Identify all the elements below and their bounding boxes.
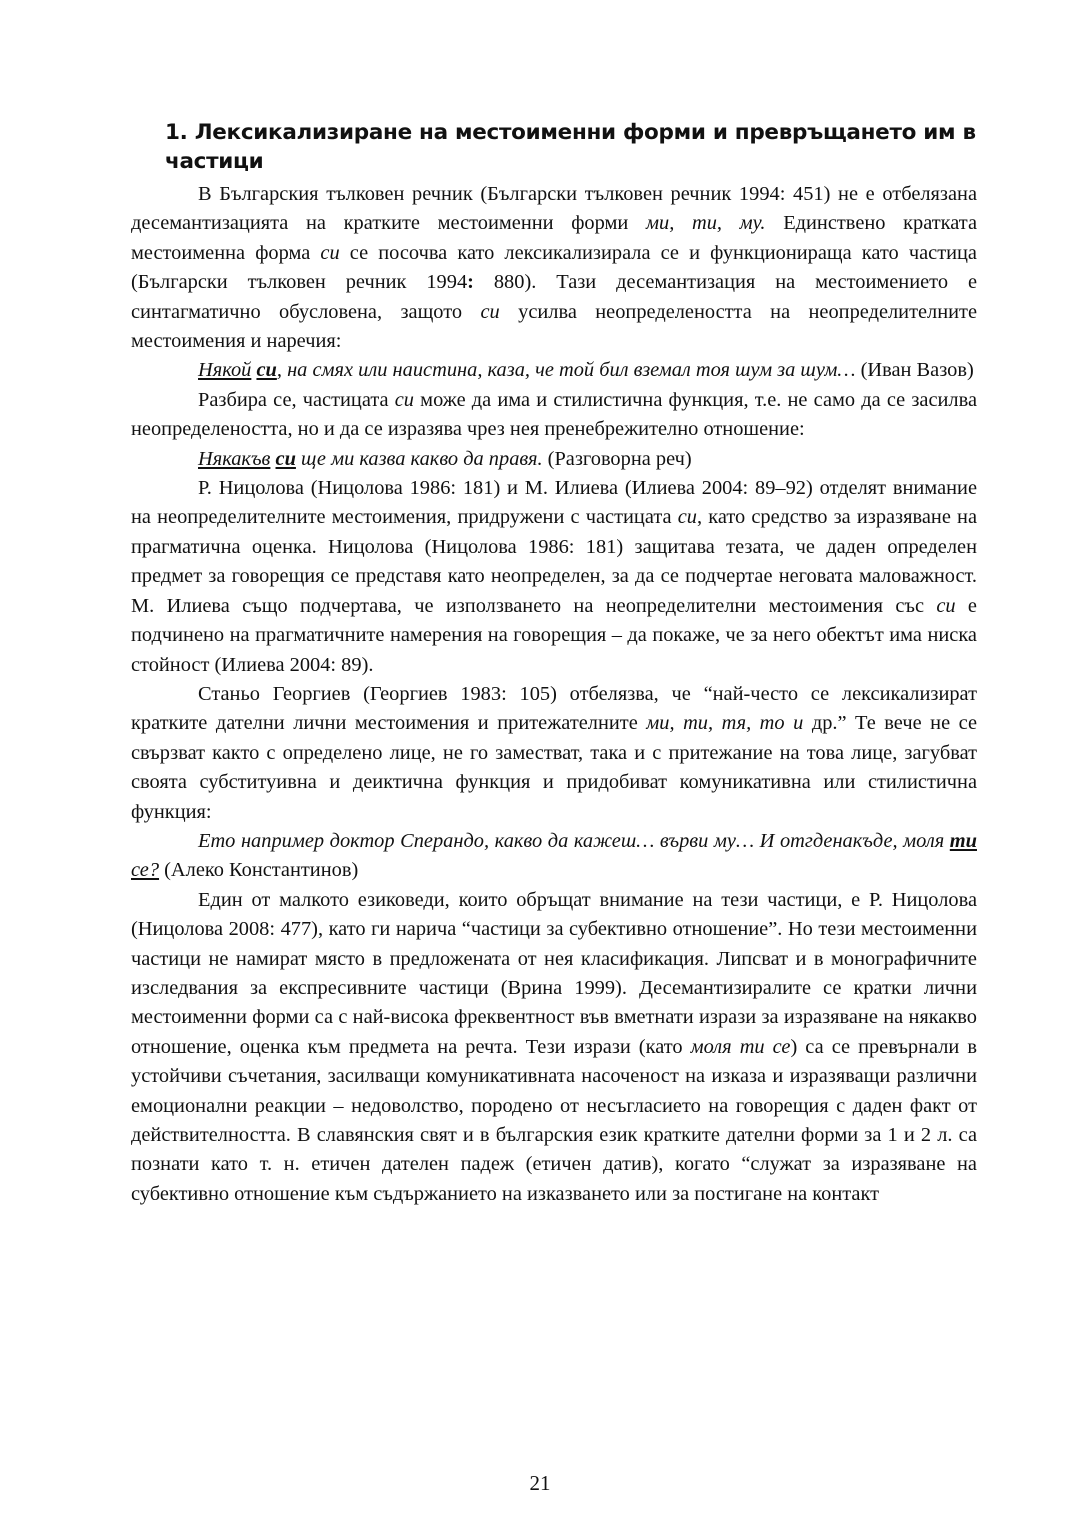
text: се посочва като лексикализирала се и функционираща като частица (Български тълковен речник 1994	[131, 241, 977, 294]
text: В Българския тълковен речник (Български тълковен речник 1994: 451) не е отбелязана десемантизацията на кратките местоименни форми	[131, 183, 977, 235]
text: усилва неопределеността на неопределителните местоимения и наречия:	[131, 300, 978, 353]
italic-text: си	[394, 388, 414, 411]
italic-text: си	[936, 594, 956, 617]
italic-text: си	[320, 241, 340, 264]
italic-text: си	[677, 506, 697, 529]
example-source: (Разговорна реч)	[542, 447, 692, 470]
italic-text: моля ти се	[690, 1035, 791, 1058]
example-source: (Алеко Константинов)	[159, 859, 359, 882]
example-source: (Иван Вазов)	[855, 359, 974, 382]
text: др.” Те вече не се свързват както с определено лице, не го заместват, така и с притежание на това лице, загубват своята субституивна и деиктична функция и придобиват комуникативна или стилистична функция:	[131, 712, 977, 823]
text: Единствено кратката местоименна форма	[131, 212, 977, 264]
text: Р. Ницолова (Ницолова 1986: 181) и М. Илиева (Илиева 2004: 89–92) отделят внимание на неопределителните местоимения, придружени с частицата	[131, 477, 977, 529]
example-text: Ето например доктор Сперандо, какво да кажеш… върви му… И отгденакъде, моля	[198, 829, 950, 852]
italic-text: си	[480, 300, 500, 323]
example-text: , на смях или наистина, каза, че той бил вземал тоя шум за шум…	[276, 359, 856, 382]
page-body	[131, 118, 977, 1209]
underlined-word: Някой	[198, 359, 252, 382]
text: може да има и стилистична функция, т.е. не само да се засилва неопределеността, но и да се изразява чрез нея пренебрежително отношение:	[131, 388, 978, 441]
paragraph-4	[131, 680, 977, 827]
italic-text: ми, ти, му.	[646, 212, 766, 235]
text: е подчинено на прагматичните намерения на говорещия – да покаже, че за него обектът има ниска стойност (Илиева 2004: 89).	[131, 594, 977, 676]
underlined-word: се?	[131, 859, 160, 882]
text: Разбира се, частицата	[198, 388, 395, 411]
paragraph-2	[131, 386, 977, 445]
page-number: 21	[529, 1471, 551, 1495]
highlighted-particle: си	[275, 447, 296, 470]
text: ) са се превърнали в устойчиви съчетания, засилващи комуникативната насоченост на изказа и изразяващи различни емоционални реакции – недоволство, породено от несъгласието на говорещия с даден факт от действителността. В славянския свят и в българския език кратките дателни форми за 1 и 2 л. са познати като т. н. етичен дателен падеж (етичен датив), когато “служат за изразяване на субективно отношение към съдържанието на изказването или за постигане на контакт	[131, 1035, 977, 1205]
text: 880). Тази десемантизация на местоимението е синтагматично обусловена, защото	[131, 271, 977, 323]
paragraph-5	[131, 886, 977, 1209]
underlined-word: Някакъв	[198, 447, 271, 470]
section-heading: 1. Лексикализиране на местоименни форми и превръщането им в частици	[165, 120, 976, 174]
bold-text: :	[467, 271, 474, 294]
example-3	[131, 827, 977, 886]
paragraph-3	[131, 474, 977, 680]
italic-text: ми, ти, тя, то и	[646, 712, 804, 735]
text: Станьо Георгиев (Георгиев 1983: 105) отбелязва, че “най-често се лексикализират кратките дателни лични местоимения и притежателните	[131, 682, 977, 735]
highlighted-particle: си	[256, 359, 277, 382]
example-1	[131, 356, 977, 385]
paragraph-1	[131, 180, 977, 356]
highlighted-particle: ти	[949, 829, 977, 852]
example-2	[131, 445, 977, 474]
text: Един от малкото езиковеди, които обръщат внимание на тези частици, е Р. Ницолова (Ницолова 2008: 477), като ги нарича “частици за субективно отношение”. Но тези местоименни частици не намират място в предложената от нея класификация. Липсват и в монографичните изследвания за експресивните частици (Врина 1999). Десемантизиралите се кратки лични местоименни форми са с най-висока фреквентност във вметнати изрази за изразяване на някакво отношение, оценка към предмета на речта. Тези изрази (като	[131, 888, 977, 1058]
example-text: ще ми казва какво да правя.	[295, 447, 543, 470]
text: , като средство за изразяване на прагматична оценка. Ницолова (Ницолова 1986: 181) защитава тезата, че даден определен предмет за говорещия се представя като неопределен, за да се подчертае неговата маловажност. М. Илиева също подчертава, че използването на неопределителни местоимения със	[131, 506, 977, 617]
